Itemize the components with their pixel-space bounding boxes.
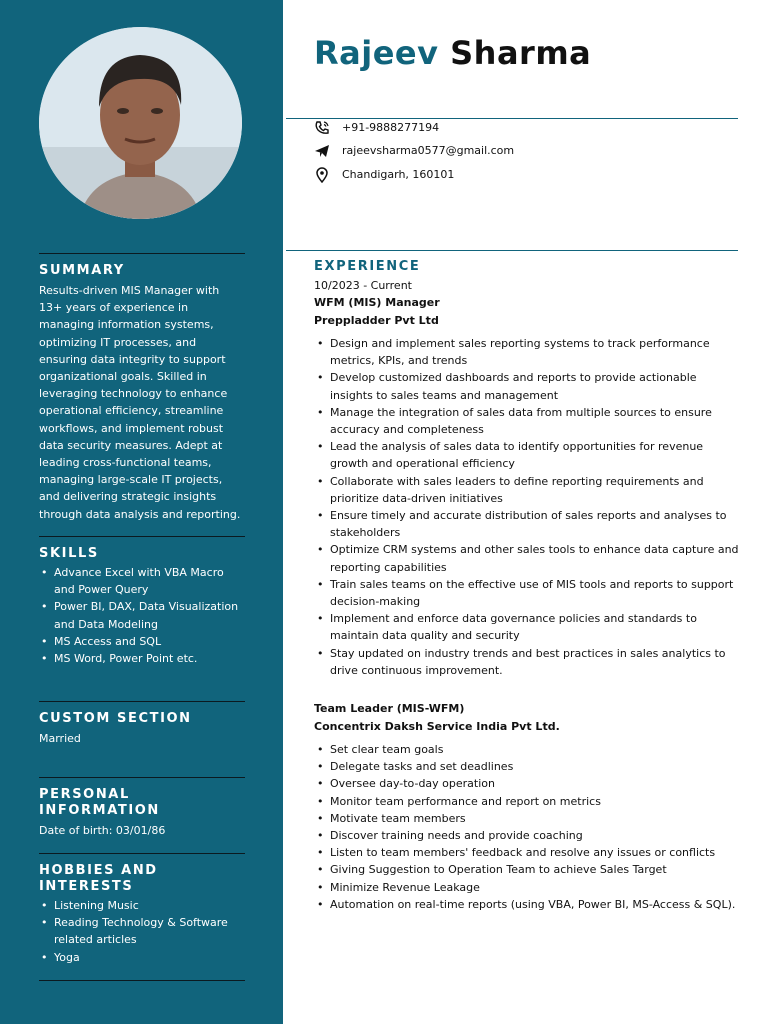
contact-address — [314, 167, 454, 183]
skill-item: • MS Word, Power Point etc. — [39, 650, 245, 667]
personal-information-title: PERSONAL INFORMATION — [39, 787, 160, 818]
date-of-birth: Date of birth: 03/01/86 — [39, 824, 166, 837]
divider — [286, 250, 738, 251]
job-bullet: • Train sales teams on the effective use of MIS tools and reports to support decision-making — [314, 576, 739, 610]
personal-information-section — [39, 777, 245, 839]
hobbies-list — [39, 897, 245, 966]
address: Chandigarh, 160101 — [342, 168, 455, 181]
job-bullet: • Oversee day-to-day operation — [314, 775, 739, 792]
location-pin-icon — [314, 167, 330, 183]
experience-title: EXPERIENCE — [314, 259, 421, 274]
job-role: Team Leader (MIS-WFM) — [314, 702, 465, 715]
hobby-item: • Reading Technology & Software related articles — [39, 914, 245, 948]
job-company: Concentrix Daksh Service India Pvt Ltd. — [314, 719, 560, 733]
last-name: Sharma — [450, 34, 592, 72]
profile-photo — [39, 27, 242, 219]
job-bullet: • Automation on real-time reports (using VBA, Power BI, MS-Access & SQL). — [314, 896, 739, 913]
custom-section — [39, 701, 245, 747]
sidebar — [0, 0, 283, 1024]
hobby-item: • Yoga — [39, 949, 245, 966]
job-bullet: • Design and implement sales reporting systems to track performance metrics, KPIs, and trends — [314, 335, 739, 369]
job-bullet: • Implement and enforce data governance policies and standards to maintain data quality and security — [314, 610, 739, 644]
summary-section — [39, 253, 245, 523]
job-bullet: • Monitor team performance and report on metrics — [314, 793, 739, 810]
job-bullet: • Giving Suggestion to Operation Team to achieve Sales Target — [314, 861, 739, 878]
job-bullet: • Discover training needs and provide coaching — [314, 827, 739, 844]
job-company: Preppladder Pvt Ltd — [314, 313, 439, 327]
divider — [39, 536, 245, 537]
summary-title: SUMMARY — [39, 263, 125, 278]
job-bullet: • Optimize CRM systems and other sales tools to enhance data capture and reporting capabilities — [314, 541, 739, 575]
job-responsibilities — [314, 741, 739, 913]
contact-email — [314, 143, 514, 159]
skills-title: SKILLS — [39, 546, 99, 561]
divider — [39, 777, 245, 778]
skill-item: • Power BI, DAX, Data Visualization and Data Modeling — [39, 598, 245, 632]
job-bullet: • Lead the analysis of sales data to identify opportunities for revenue growth and operational efficiency — [314, 438, 739, 472]
skill-item: • Advance Excel with VBA Macro and Power Query — [39, 564, 245, 598]
email-address[interactable]: rajeevsharma0577@gmail.com — [342, 144, 515, 157]
job-bullet: • Collaborate with sales leaders to define reporting requirements and prioritize data-driven initiatives — [314, 473, 739, 507]
job-entry — [314, 277, 739, 679]
phone-icon — [314, 120, 330, 136]
divider — [39, 253, 245, 254]
profile-photo-image — [39, 27, 242, 219]
hobbies-section — [39, 853, 245, 966]
hobbies-title: HOBBIES AND INTERESTS — [39, 863, 158, 894]
custom-section-title: CUSTOM SECTION — [39, 711, 192, 726]
divider — [39, 980, 245, 981]
job-bullet: • Delegate tasks and set deadlines — [314, 758, 739, 775]
main-content — [283, 0, 768, 1024]
job-entry — [314, 700, 739, 913]
contact-phone — [314, 120, 439, 136]
job-role: WFM (MIS) Manager — [314, 296, 440, 309]
job-date: 10/2023 - Current — [314, 279, 412, 292]
divider — [39, 701, 245, 702]
job-bullet: • Motivate team members — [314, 810, 739, 827]
job-bullet: • Minimize Revenue Leakage — [314, 879, 739, 896]
skills-list — [39, 564, 245, 667]
job-bullet: • Manage the integration of sales data from multiple sources to ensure accuracy and completeness — [314, 404, 739, 438]
hobby-item: • Listening Music — [39, 897, 245, 914]
job-bullet: • Ensure timely and accurate distribution of sales reports and analyses to stakeholders — [314, 507, 739, 541]
divider — [286, 118, 738, 119]
skills-section — [39, 536, 245, 667]
job-bullet: • Set clear team goals — [314, 741, 739, 758]
skill-item: • MS Access and SQL — [39, 633, 245, 650]
candidate-name — [314, 33, 591, 73]
job-bullet: • Listen to team members' feedback and resolve any issues or conflicts — [314, 844, 739, 861]
first-name: Rajeev — [314, 34, 439, 72]
custom-section-text: Married — [39, 732, 81, 745]
phone-number[interactable]: +91-9888277194 — [342, 121, 440, 134]
job-responsibilities — [314, 335, 739, 679]
job-bullet: • Stay updated on industry trends and best practices in sales analytics to drive continuous improvement. — [314, 645, 739, 679]
divider — [39, 853, 245, 854]
summary-text: Results-driven MIS Manager with 13+ years of experience in managing information systems, optimizing IT processes, and ensuring data integrity to support organizational goals. Skilled in leveraging technology to enhance operational efficiency, streamline workflows, and implement robust data security measures. Adept at leading cross-functional teams, managing large-scale IT projects, and delivering strategic insights through data analysis and reporting. — [39, 284, 241, 521]
job-bullet: • Develop customized dashboards and reports to provide actionable insights to sales teams and management — [314, 369, 739, 403]
send-icon — [314, 143, 330, 159]
